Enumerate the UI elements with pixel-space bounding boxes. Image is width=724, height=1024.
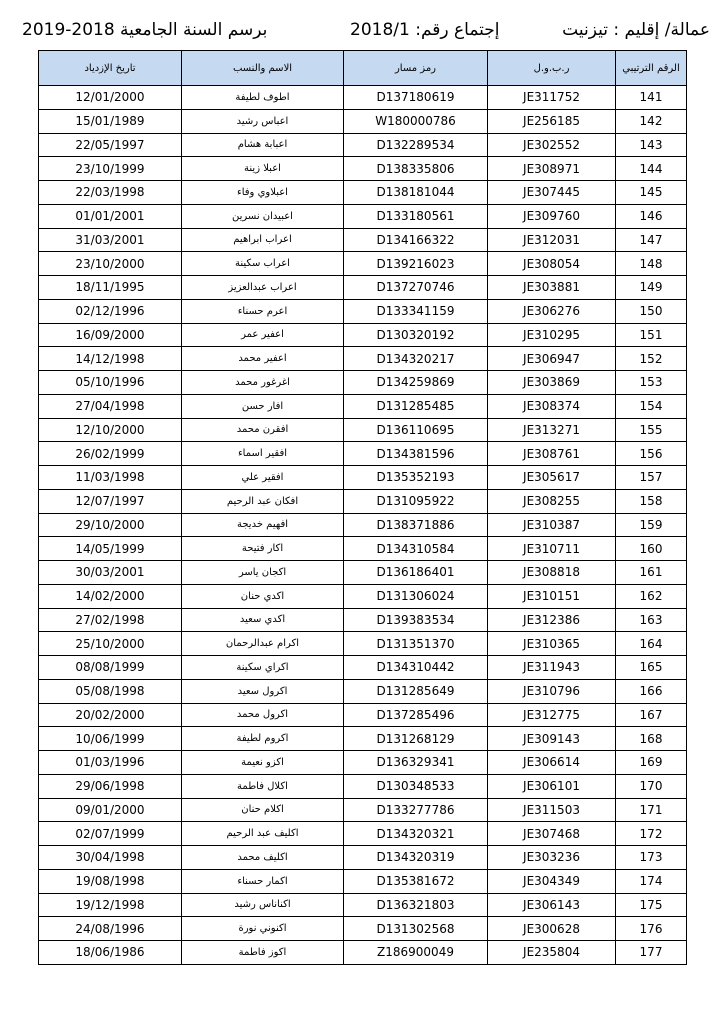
massar-code-cell: D139216023: [344, 252, 488, 276]
name-cell: اكزو نعيمة: [182, 751, 344, 775]
birthdate-cell: 27/02/1998: [39, 608, 182, 632]
massar-code-cell: D138335806: [344, 157, 488, 181]
serial-number-cell: 148: [616, 252, 687, 276]
birthdate-cell: 23/10/1999: [39, 157, 182, 181]
massar-code-cell: D133277786: [344, 798, 488, 822]
birthdate-cell: 30/03/2001: [39, 561, 182, 585]
national-id-cell: JE303236: [488, 846, 616, 870]
name-cell: اعباس رشيد: [182, 109, 344, 133]
name-cell: اعراب سكينة: [182, 252, 344, 276]
massar-code-cell: D136110695: [344, 418, 488, 442]
serial-number-cell: 155: [616, 418, 687, 442]
national-id-cell: JE311752: [488, 86, 616, 110]
birthdate-cell: 22/05/1997: [39, 133, 182, 157]
serial-number-cell: 171: [616, 798, 687, 822]
national-id-cell: JE306276: [488, 299, 616, 323]
name-cell: اكرام عبدالرحمان: [182, 632, 344, 656]
table-row: [39, 846, 687, 870]
birthdate-cell: 10/06/1999: [39, 727, 182, 751]
col-header-birthdate: تاريخ الإزدياد: [39, 51, 182, 86]
table-row: [39, 703, 687, 727]
table-row: [39, 727, 687, 751]
national-id-cell: JE311503: [488, 798, 616, 822]
name-cell: اعبابة هشام: [182, 133, 344, 157]
birthdate-cell: 12/01/2000: [39, 86, 182, 110]
table-row: [39, 751, 687, 775]
name-cell: اكناناس رشيد: [182, 893, 344, 917]
table-row: [39, 181, 687, 205]
table-row: [39, 204, 687, 228]
massar-code-cell: D136186401: [344, 561, 488, 585]
national-id-cell: JE310365: [488, 632, 616, 656]
table-row: [39, 513, 687, 537]
table-row: [39, 228, 687, 252]
name-cell: اكدي حنان: [182, 584, 344, 608]
table-header-row: [39, 51, 687, 86]
birthdate-cell: 29/10/2000: [39, 513, 182, 537]
academic-year: 2019-2018: [22, 20, 115, 40]
name-cell: اطوف لطيفة: [182, 86, 344, 110]
table-row: [39, 489, 687, 513]
massar-code-cell: D131268129: [344, 727, 488, 751]
birthdate-cell: 29/06/1998: [39, 774, 182, 798]
birthdate-cell: 14/12/1998: [39, 347, 182, 371]
serial-number-cell: 164: [616, 632, 687, 656]
table-row: [39, 466, 687, 490]
table-row: [39, 109, 687, 133]
name-cell: اكليف محمد: [182, 846, 344, 870]
table-row: [39, 869, 687, 893]
national-id-cell: JE308761: [488, 442, 616, 466]
national-id-cell: JE308971: [488, 157, 616, 181]
massar-code-cell: D134310584: [344, 537, 488, 561]
national-id-cell: JE305617: [488, 466, 616, 490]
name-cell: اعفير محمد: [182, 347, 344, 371]
table-row: [39, 276, 687, 300]
national-id-cell: JE306101: [488, 774, 616, 798]
national-id-cell: JE310796: [488, 679, 616, 703]
name-cell: اكمار حسناء: [182, 869, 344, 893]
national-id-cell: JE312775: [488, 703, 616, 727]
birthdate-cell: 22/03/1998: [39, 181, 182, 205]
massar-code-cell: D134381596: [344, 442, 488, 466]
serial-number-cell: 144: [616, 157, 687, 181]
name-cell: اعراب ابراهيم: [182, 228, 344, 252]
name-cell: افهيم خديجة: [182, 513, 344, 537]
national-id-cell: JE310151: [488, 584, 616, 608]
table-row: [39, 133, 687, 157]
birthdate-cell: 01/03/1996: [39, 751, 182, 775]
name-cell: افقير علي: [182, 466, 344, 490]
serial-number-cell: 145: [616, 181, 687, 205]
national-id-cell: JE300628: [488, 917, 616, 941]
serial-number-cell: 174: [616, 869, 687, 893]
name-cell: اعراب عبدالعزيز: [182, 276, 344, 300]
massar-code-cell: W180000786: [344, 109, 488, 133]
birthdate-cell: 08/08/1999: [39, 656, 182, 680]
serial-number-cell: 161: [616, 561, 687, 585]
table-row: [39, 608, 687, 632]
massar-code-cell: D138371886: [344, 513, 488, 537]
birthdate-cell: 12/07/1997: [39, 489, 182, 513]
serial-number-cell: 167: [616, 703, 687, 727]
birthdate-cell: 19/12/1998: [39, 893, 182, 917]
table-row: [39, 323, 687, 347]
massar-code-cell: D131285485: [344, 394, 488, 418]
birthdate-cell: 23/10/2000: [39, 252, 182, 276]
national-id-cell: JE312386: [488, 608, 616, 632]
massar-code-cell: D131351370: [344, 632, 488, 656]
table-row: [39, 584, 687, 608]
national-id-cell: JE303881: [488, 276, 616, 300]
col-header-national-id: ر.ب.و.ل: [488, 51, 616, 86]
national-id-cell: JE306947: [488, 347, 616, 371]
table-row: [39, 442, 687, 466]
name-cell: افار حسن: [182, 394, 344, 418]
serial-number-cell: 169: [616, 751, 687, 775]
birthdate-cell: 09/01/2000: [39, 798, 182, 822]
table-row: [39, 299, 687, 323]
massar-code-cell: D134320217: [344, 347, 488, 371]
serial-number-cell: 157: [616, 466, 687, 490]
national-id-cell: JE308255: [488, 489, 616, 513]
serial-number-cell: 147: [616, 228, 687, 252]
birthdate-cell: 24/08/1996: [39, 917, 182, 941]
name-cell: اعبلا زينة: [182, 157, 344, 181]
table-row: [39, 252, 687, 276]
name-cell: اكلال فاطمة: [182, 774, 344, 798]
serial-number-cell: 146: [616, 204, 687, 228]
serial-number-cell: 156: [616, 442, 687, 466]
massar-code-cell: D137180619: [344, 86, 488, 110]
name-cell: افقير اسماء: [182, 442, 344, 466]
massar-code-cell: D139383534: [344, 608, 488, 632]
serial-number-cell: 162: [616, 584, 687, 608]
birthdate-cell: 05/08/1998: [39, 679, 182, 703]
serial-number-cell: 154: [616, 394, 687, 418]
birthdate-cell: 05/10/1996: [39, 371, 182, 395]
name-cell: افقرن محمد: [182, 418, 344, 442]
national-id-cell: JE307468: [488, 822, 616, 846]
birthdate-cell: 11/03/1998: [39, 466, 182, 490]
national-id-cell: JE303869: [488, 371, 616, 395]
serial-number-cell: 165: [616, 656, 687, 680]
academic-year-label: برسم السنة الجامعية: [120, 20, 268, 40]
name-cell: اعبلاوي وفاء: [182, 181, 344, 205]
serial-number-cell: 141: [616, 86, 687, 110]
birthdate-cell: 19/08/1998: [39, 869, 182, 893]
national-id-cell: JE308818: [488, 561, 616, 585]
serial-number-cell: 150: [616, 299, 687, 323]
table-row: [39, 632, 687, 656]
meeting-number: إجتماع رقم: 2018/1: [350, 20, 500, 40]
massar-code-cell: D134320319: [344, 846, 488, 870]
national-id-cell: JE310295: [488, 323, 616, 347]
national-id-cell: JE310711: [488, 537, 616, 561]
table-row: [39, 822, 687, 846]
students-table: [38, 50, 687, 965]
table-row: [39, 347, 687, 371]
name-cell: افكان عبد الرحيم: [182, 489, 344, 513]
name-cell: اغرغور محمد: [182, 371, 344, 395]
massar-code-cell: D131306024: [344, 584, 488, 608]
serial-number-cell: 176: [616, 917, 687, 941]
serial-number-cell: 177: [616, 941, 687, 965]
name-cell: اكنوني نورة: [182, 917, 344, 941]
national-id-cell: JE302552: [488, 133, 616, 157]
serial-number-cell: 159: [616, 513, 687, 537]
serial-number-cell: 153: [616, 371, 687, 395]
name-cell: اكلام حنان: [182, 798, 344, 822]
name-cell: اكدي سعيد: [182, 608, 344, 632]
table-row: [39, 656, 687, 680]
massar-code-cell: D131302568: [344, 917, 488, 941]
birthdate-cell: 02/07/1999: [39, 822, 182, 846]
birthdate-cell: 14/02/2000: [39, 584, 182, 608]
national-id-cell: JE309143: [488, 727, 616, 751]
national-id-cell: JE304349: [488, 869, 616, 893]
table-row: [39, 561, 687, 585]
birthdate-cell: 31/03/2001: [39, 228, 182, 252]
name-cell: اكراي سكينة: [182, 656, 344, 680]
table-row: [39, 893, 687, 917]
serial-number-cell: 163: [616, 608, 687, 632]
birthdate-cell: 14/05/1999: [39, 537, 182, 561]
name-cell: اكجان ياسر: [182, 561, 344, 585]
national-id-cell: JE256185: [488, 109, 616, 133]
col-header-massar-code: رمز مسار: [344, 51, 488, 86]
national-id-cell: JE308374: [488, 394, 616, 418]
national-id-cell: JE235804: [488, 941, 616, 965]
name-cell: اعبيدان نسرين: [182, 204, 344, 228]
national-id-cell: JE306614: [488, 751, 616, 775]
birthdate-cell: 18/11/1995: [39, 276, 182, 300]
massar-code-cell: D136321803: [344, 893, 488, 917]
table-row: [39, 679, 687, 703]
birthdate-cell: 01/01/2001: [39, 204, 182, 228]
serial-number-cell: 170: [616, 774, 687, 798]
col-header-name: الاسم والنسب: [182, 51, 344, 86]
name-cell: اكليف عبد الرحيم: [182, 822, 344, 846]
massar-code-cell: D134166322: [344, 228, 488, 252]
table-row: [39, 917, 687, 941]
name-cell: اعفير عمر: [182, 323, 344, 347]
document-header: [0, 20, 724, 46]
birthdate-cell: 27/04/1998: [39, 394, 182, 418]
serial-number-cell: 172: [616, 822, 687, 846]
table-row: [39, 86, 687, 110]
birthdate-cell: 18/06/1986: [39, 941, 182, 965]
serial-number-cell: 142: [616, 109, 687, 133]
massar-code-cell: D131285649: [344, 679, 488, 703]
birthdate-cell: 25/10/2000: [39, 632, 182, 656]
serial-number-cell: 168: [616, 727, 687, 751]
table-row: [39, 371, 687, 395]
massar-code-cell: D132289534: [344, 133, 488, 157]
massar-code-cell: D136329341: [344, 751, 488, 775]
table-row: [39, 537, 687, 561]
birthdate-cell: 26/02/1999: [39, 442, 182, 466]
name-cell: اكرول سعيد: [182, 679, 344, 703]
national-id-cell: JE308054: [488, 252, 616, 276]
serial-number-cell: 152: [616, 347, 687, 371]
serial-number-cell: 173: [616, 846, 687, 870]
table-row: [39, 418, 687, 442]
national-id-cell: JE311943: [488, 656, 616, 680]
massar-code-cell: D133341159: [344, 299, 488, 323]
national-id-cell: JE309760: [488, 204, 616, 228]
col-header-serial-number: الرقم الترتيبي: [616, 51, 687, 86]
massar-code-cell: D137270746: [344, 276, 488, 300]
name-cell: اعرم حسناء: [182, 299, 344, 323]
table-row: [39, 798, 687, 822]
region-label: عمالة/ إقليم : تيزنيت: [562, 20, 710, 40]
name-cell: اكوز فاطمة: [182, 941, 344, 965]
massar-code-cell: D130320192: [344, 323, 488, 347]
birthdate-cell: 30/04/1998: [39, 846, 182, 870]
massar-code-cell: Z186900049: [344, 941, 488, 965]
table-row: [39, 941, 687, 965]
national-id-cell: JE310387: [488, 513, 616, 537]
massar-code-cell: D137285496: [344, 703, 488, 727]
table-body: [39, 86, 687, 965]
serial-number-cell: 143: [616, 133, 687, 157]
birthdate-cell: 16/09/2000: [39, 323, 182, 347]
serial-number-cell: 175: [616, 893, 687, 917]
massar-code-cell: D135381672: [344, 869, 488, 893]
table-row: [39, 774, 687, 798]
serial-number-cell: 149: [616, 276, 687, 300]
massar-code-cell: D130348533: [344, 774, 488, 798]
national-id-cell: JE313271: [488, 418, 616, 442]
birthdate-cell: 15/01/1989: [39, 109, 182, 133]
massar-code-cell: D133180561: [344, 204, 488, 228]
massar-code-cell: D134320321: [344, 822, 488, 846]
table-row: [39, 394, 687, 418]
massar-code-cell: D134310442: [344, 656, 488, 680]
birthdate-cell: 20/02/2000: [39, 703, 182, 727]
national-id-cell: JE307445: [488, 181, 616, 205]
serial-number-cell: 166: [616, 679, 687, 703]
table-row: [39, 157, 687, 181]
birthdate-cell: 02/12/1996: [39, 299, 182, 323]
massar-code-cell: D135352193: [344, 466, 488, 490]
birthdate-cell: 12/10/2000: [39, 418, 182, 442]
name-cell: اكار فتيحة: [182, 537, 344, 561]
name-cell: اكرول محمد: [182, 703, 344, 727]
national-id-cell: JE312031: [488, 228, 616, 252]
name-cell: اكروم لطيفة: [182, 727, 344, 751]
serial-number-cell: 160: [616, 537, 687, 561]
national-id-cell: JE306143: [488, 893, 616, 917]
massar-code-cell: D131095922: [344, 489, 488, 513]
massar-code-cell: D138181044: [344, 181, 488, 205]
serial-number-cell: 151: [616, 323, 687, 347]
massar-code-cell: D134259869: [344, 371, 488, 395]
serial-number-cell: 158: [616, 489, 687, 513]
